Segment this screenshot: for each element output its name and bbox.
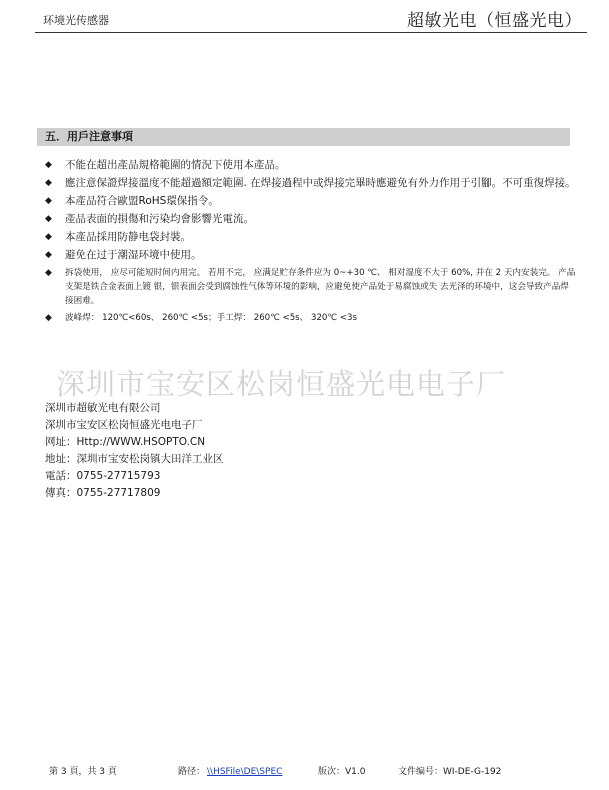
company-name-2: 深圳市宝安区松岗恒盛光电电子厂 — [45, 419, 203, 431]
bullet-diamond-icon: ◆ — [45, 250, 52, 260]
footer-path-link[interactable]: \\HSFile\DE\SPEC — [207, 767, 283, 777]
list-item — [45, 158, 577, 173]
phone-text: 電話：0755-27715793 — [45, 470, 161, 482]
list-item — [45, 230, 577, 245]
note-text: 避免在过于潮湿环境中使用。 — [65, 249, 202, 261]
note-text: 產品表面的損傷和污染均會影響光電流。 — [65, 213, 254, 225]
footer-doc-number: 文件编号：WI-DE-G-192 — [398, 767, 502, 777]
section-title: 五．用戶注意事項 — [37, 128, 570, 146]
address-text: 地址：深圳市宝安松岗镇大田洋工业区 — [45, 453, 224, 465]
bullet-diamond-icon: ◆ — [45, 268, 52, 278]
note-text: 本產品採用防静电袋封裝。 — [65, 231, 191, 243]
list-item — [45, 248, 577, 263]
list-item — [45, 212, 577, 227]
bullet-diamond-icon: ◆ — [45, 196, 52, 206]
note-text: 應注意保證焊接溫度不能超過額定範圍. 在焊接過程中或焊接完畢時應避免有外力作用于引腳。不可重復焊接。 — [65, 177, 576, 189]
footer-path — [178, 764, 282, 777]
footer-version: 版次：V1.0 — [318, 767, 366, 777]
note-text: 波峰焊： 120℃<60s、 260℃ <5s；手工焊： 260℃ <5s、 320℃ <3s — [65, 313, 357, 323]
note-text: 不能在超出產品規格範圍的情況下使用本產品。 — [65, 159, 286, 171]
notes-list — [45, 158, 577, 329]
bullet-diamond-icon: ◆ — [45, 178, 52, 188]
header-divider — [35, 32, 587, 33]
contact-block — [45, 400, 224, 502]
watermark-text: 深圳市宝安区松岗恒盛光电电子厂 — [56, 367, 507, 401]
website-text: 网址：Http://WWW.HSOPTO.CN — [45, 436, 206, 448]
list-item — [45, 266, 577, 308]
bullet-diamond-icon: ◆ — [45, 160, 52, 170]
footer-path-label: 路径： — [178, 767, 206, 777]
bullet-diamond-icon: ◆ — [45, 214, 52, 224]
header-company-name: 超敏光电（恒盛光电） — [407, 11, 582, 31]
fax-text: 傳真：0755-27717809 — [45, 487, 161, 499]
company-name-1: 深圳市超敏光电有限公司 — [45, 402, 161, 414]
list-item — [45, 194, 577, 209]
list-item — [45, 311, 577, 326]
bullet-diamond-icon: ◆ — [45, 232, 52, 242]
note-text: 拆袋使用， 应尽可能短时间内用完。 若用不完， 应满足贮存条件应为 0~+30 ℃、 相对湿度不大于 60%, 并在 2 天内安装完。 产品支架是铁合金表面上镀 银，银表面会受到腐蚀性气体等环境的影响，应避免使产品处于易腐蚀或失 去光泽的环境中，这会导致产品焊接困难。 — [65, 268, 576, 306]
header-product-title: 环境光传感器 — [43, 14, 109, 27]
note-text: 本產品符合歐盟RoHS環保指令。 — [65, 195, 219, 207]
bullet-diamond-icon: ◆ — [45, 313, 52, 323]
list-item — [45, 176, 577, 191]
footer-page-number: 第 3 頁，共 3 頁 — [49, 767, 117, 777]
